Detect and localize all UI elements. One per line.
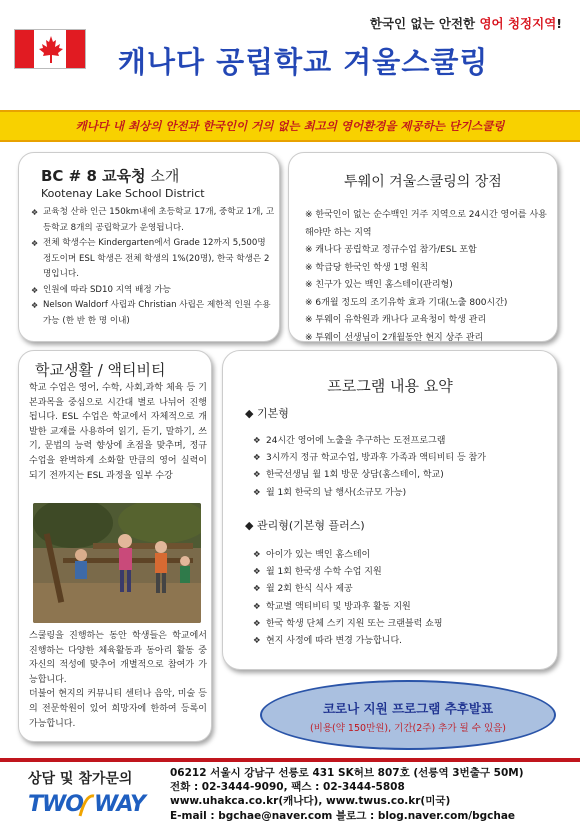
- contact-title: 상담 및 참가문의: [28, 771, 133, 787]
- list-item: ※ 캐나다 공립학교 정규수업 참가/ESL 포함: [305, 245, 477, 255]
- list-item: ❖ 3시까지 정규 학교수업, 방과후 가족과 액티비티 등 참가: [253, 450, 549, 467]
- footer-address: 06212 서울시 강남구 선릉로 431 SK허브 807호 (선릉역 3번출구 50M): [170, 767, 524, 779]
- list-item: ❖ 월 1회 한국의 날 행사(소규모 가능): [253, 485, 549, 502]
- list-item: ※ 한국인이 없는 순수백인 거주 지역으로 24시간 영어를 사용해야만 하는 지역: [305, 210, 547, 238]
- advantages-list: [305, 207, 551, 347]
- list-item: ❖ 전체 학생수는 Kindergarten에서 Grade 12까지 5,500명 정도이며 ESL 학생은 전체 학생의 1%(20명), 한국 학생은 2명입니다.: [31, 236, 275, 283]
- list-item: ❖ 학교별 액티비티 및 방과후 활동 지원: [253, 599, 549, 616]
- list-item: ❖ 한국 학생 단체 스키 지원 또는 크랜블럭 쇼핑: [253, 616, 549, 633]
- district-title: [41, 165, 179, 186]
- managed-plan-list: [253, 547, 549, 650]
- school-life-paragraph-2: 스쿨링을 진행하는 동안 학생들은 학교에서 진행하는 다양한 체육활동과 동아리 활동 중 자신의 적성에 맞추어 개별적으로 참여가 가능합니다.: [29, 631, 207, 685]
- school-life-box: [18, 350, 212, 742]
- page-title: 캐나다 공립학교 겨울스쿨링: [118, 45, 489, 79]
- footer-divider: [0, 758, 580, 762]
- list-item: ❖ 인원에 따라 SD10 지역 배정 가능: [31, 283, 275, 299]
- footer-websites[interactable]: www.uhakca.co.kr(캐나다), www.twus.co.kr(미국): [170, 795, 451, 808]
- list-item: ❖ 교육청 산하 인근 150km내에 초등학교 17개, 중학교 1개, 고등학교 8개의 공립학교가 운영됩니다.: [31, 205, 275, 236]
- list-item: ※ 6개월 정도의 조기유학 효과 기대(노출 800시간): [305, 297, 508, 308]
- basic-plan-heading: ◆ 기본형: [245, 407, 289, 420]
- playground-photo: [33, 503, 201, 623]
- logo-swoosh-icon: [28, 790, 146, 820]
- program-title: 프로그램 내용 요약: [327, 377, 453, 395]
- list-item: ※ 투웨이 유학원과 캐나다 교육청이 학생 관리: [305, 315, 487, 325]
- school-life-paragraph-3: 더불어 현지의 커뮤니티 센터나 음악, 미술 등의 전문학원이 있어 희망자에 한하여 등록이 가능합니다.: [29, 689, 207, 729]
- district-subtitle: Kootenay Lake School District: [41, 187, 205, 200]
- list-item: ❖ Nelson Waldorf 사립과 Christian 사립은 제한적 인원 수용가능 (한 반 한 명 이내): [31, 298, 275, 329]
- tagline-highlight: 영어 청정지역: [479, 16, 557, 31]
- list-item: ❖ 월 1회 한국생 수학 수업 지원: [253, 564, 549, 581]
- list-item: ※ 투웨이 선생님이 2개월동안 현지 상주 관리: [305, 332, 484, 343]
- twoway-logo: [28, 790, 146, 820]
- maple-leaf-icon: [37, 35, 65, 65]
- header-tagline: [370, 14, 562, 32]
- list-item: ❖ 24시간 영어에 노출을 추구하는 도전프로그램: [253, 433, 549, 450]
- district-title-bold: BC # 8 교육청: [41, 167, 146, 185]
- list-item: ❖ 한국선생님 월 1회 방문 상담(홈스테이, 학교): [253, 467, 549, 484]
- logo-text-way: WAY: [94, 792, 145, 817]
- canada-flag-icon: [14, 29, 86, 69]
- tagline-suffix: !: [556, 16, 562, 31]
- headline-banner: [0, 110, 580, 142]
- footer-contact-info: [170, 766, 524, 823]
- list-item: ※ 학급당 한국인 학생 1명 원칙: [305, 262, 429, 273]
- list-item: ❖ 현지 사정에 따라 변경 가능합니다.: [253, 633, 549, 650]
- school-life-text-lower: [29, 629, 207, 731]
- program-summary-box: [222, 350, 558, 670]
- basic-plan-list: [253, 433, 549, 502]
- advantages-title: 투웨이 겨울스쿨링의 장점: [344, 174, 502, 190]
- managed-plan-heading: ◆ 관리형(기본형 플러스): [245, 519, 365, 532]
- notice-line-2: (비용(약 150만원), 기간(2주) 추가 될 수 있음): [309, 723, 507, 734]
- footer-phone-fax: 전화 : 02-3444-9090, 팩스 : 02-3444-5808: [170, 781, 405, 794]
- school-life-title: 학교생활 / 액티비티: [35, 361, 166, 379]
- list-item: ❖ 아이가 있는 백인 홈스테이: [253, 547, 549, 564]
- school-life-paragraph-1: 학교 수업은 영어, 수학, 사회,과학 체육 등 기본과목을 중심으로 시간대 별로 나뉘어 진행됩니다. ESL 수업은 학교에서 자체적으로 개발한 교재를 사용하여 읽기, 듣기, 말하기, 쓰기, 문법의 능력 향상에 초점을 맞추며, 정규 수업을 완벽하게 소화할 만큼의 영어 실력이 되기 전까지는 ESL 과정을 일부 수강: [29, 383, 207, 481]
- tagline-prefix: 한국인 없는 안전한: [369, 16, 476, 31]
- covid-notice-oval: [260, 680, 556, 750]
- list-item: ※ 친구가 있는 백인 홈스테이(관리형): [305, 280, 453, 290]
- footer-email-blog[interactable]: E-mail : bgchae@naver.com 블로그 : blog.naver.com/bgchae: [170, 809, 516, 822]
- banner-text: 캐나다 내 최상의 안전과 한국인이 거의 없는 최고의 영어환경을 제공하는 단기스쿨링: [75, 119, 505, 133]
- logo-text-two: TWO: [28, 792, 83, 817]
- advantages-box: [288, 152, 558, 342]
- notice-line-1: 코로나 지원 프로그램 추후발표: [322, 701, 494, 716]
- district-info-box: [18, 152, 280, 342]
- district-title-rest: 소개: [150, 167, 180, 185]
- list-item: ❖ 월 2회 한식 식사 제공: [253, 581, 549, 598]
- district-list: [31, 205, 275, 329]
